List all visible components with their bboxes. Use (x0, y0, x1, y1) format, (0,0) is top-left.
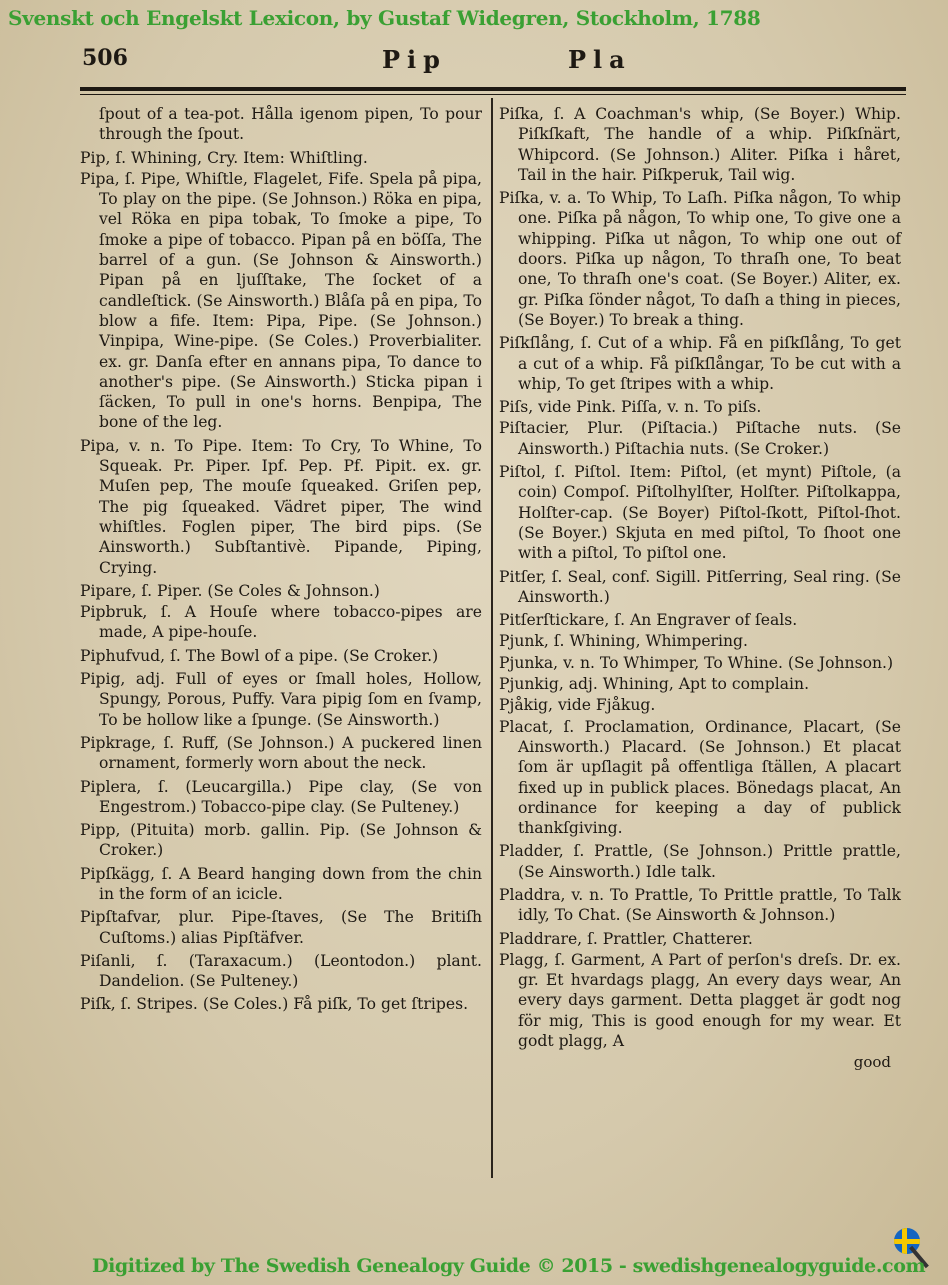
dictionary-entry: Piſs, vide Pink. Piſſa, v. n. To piſs. (499, 398, 762, 417)
guide-word-left: Pip (382, 45, 447, 74)
column-divider (491, 98, 493, 1178)
dictionary-entry: Piſtol, ſ. Piſtol. Item: Piſtol, (et mynt) Piſtole, (a coin) Compoſ. Piſtolhylſter, Holſter. Piſtolkappa, Holſter-cap. (Se Boyer) Piſtol-ſkott, Piſtol-ſhot. (Se Boyer.) Skjuta en med piſtol, To ſhoot one with a piſtol, To piſtol one. (499, 463, 901, 563)
footer-credit: Digitized by The Swedish Genealogy Guide © 2015 - swedishgenealogyguide.com (92, 1255, 926, 1277)
dictionary-entry: Pipbruk, ſ. A Houſe where tobacco-pipes are made, A pipe-houſe. (80, 603, 482, 642)
banner-title: Svenskt och Engelskt Lexicon, by Gustaf Widegren, Stockholm, 1788 (8, 6, 761, 30)
dictionary-entry: Piplera, ſ. (Leucargilla.) Pipe clay, (Se von Engestrom.) Tobacco-pipe clay. (Se Pulteney.) (80, 777, 482, 816)
dictionary-entry: Piſk, ſ. Stripes. (Se Coles.) Få piſk, To get ſtripes. (80, 995, 469, 1014)
dictionary-entry: Plagg, ſ. Garment, A Part of perſon's dreſs. Dr. ex. gr. Et hvardags plagg, An every days wear, An every days garment. Detta plagget är godt nog för mig, This is good enough for my wear. Et godt plagg, A (499, 950, 901, 1051)
dictionary-entry: Pjunka, v. n. To Whimper, To Whine. (Se Johnson.) (499, 653, 894, 672)
header-rule-thin (80, 94, 906, 95)
dictionary-entry: Pjunkig, adj. Whining, Apt to complain. (499, 675, 810, 694)
dictionary-entry: Pitſer, ſ. Seal, conf. Sigill. Pitſerring, Seal ring. (Se Ainsworth.) (499, 567, 901, 606)
dictionary-entry: Pipig, adj. Full of eyes or ſmall holes, Hollow, Spungy, Porous, Puffy. Vara pipig ſom en ſvamp, To be hollow like a ſpunge. (Se Ainsworth.) (80, 670, 482, 729)
dictionary-entry: Piſka, v. a. To Whip, To Laſh. Piſka någon, To whip one. Piſka på någon, To whip one, To give one a whipping. Piſka ut någon, To whip one out of doors. Piſka up någon, To thraſh one, To beat one, To thraſh one's coat. (Se Boyer.) Aliter, ex. gr. Piſka ſönder något, To daſh a thing in pieces, (Se Boyer.) To break a thing. (499, 189, 901, 329)
dictionary-entry: Piſanli, ſ. (Taraxacum.) (Leontodon.) plant. Dandelion. (Se Pulteney.) (80, 951, 482, 991)
catchword: good (853, 1053, 891, 1072)
dictionary-entry: Piſkſlång, ſ. Cut of a whip. Få en piſkſlång, To get a cut of a whip. Få piſkſlångar, To be cut with a whip, To get ſtripes with a whip. (499, 334, 901, 393)
dictionary-entry: Pjunk, ſ. Whining, Whimpering. (499, 632, 748, 651)
guide-word-right: Pla (568, 45, 632, 74)
left-column (80, 104, 482, 1018)
dictionary-entry: Pipkrage, ſ. Ruff, (Se Johnson.) A puckered linen ornament, formerly worn about the neck. (80, 733, 482, 773)
dictionary-entry: Pjåkig, vide Fjåkug. (499, 696, 656, 715)
header-rule (80, 87, 906, 91)
dictionary-entry: Pipſtafvar, plur. Pipe-ſtaves, (Se The Britiſh Cuſtoms.) alias Pipſtäfver. (80, 908, 482, 947)
dictionary-entry: Pipa, ſ. Pipe, Whiſtle, Flagelet, Fife. Spela på pipa, To play on the pipe. (Se Johnson.) Röka en pipa, vel Röka en pipa tobak, To ſmoke a pipe, To ſmoke a pipe of tobacco. Pipan på en böſſa, The barrel of a gun. (Se Johnson & Ainsworth.) Pipan på en ljuſſtake, The ſocket of a candleſtick. (Se Ainsworth.) Blåſa på en pipa, To blow a fife. Item: Pipa, Pipe. (Se Johnson.) Vinpipa, Wine-pipe. (Se Coles.) Proverbialiter. ex. gr. Danſa efter en annans pipa, To dance to another's pipe. (Se Ainsworth.) Sticka pipan i ſäcken, To pull in one's horns. Benpipa, The bone of the leg. (80, 169, 482, 432)
page-number: 506 (82, 45, 128, 71)
dictionary-entry: ſpout of a tea-pot. Hålla igenom pipen, To pour through the ſpout. (99, 105, 482, 144)
dictionary-entry: Pitſerſtickare, ſ. An Engraver of ſeals. (499, 611, 798, 630)
flag-cross-vertical (902, 1228, 907, 1254)
dictionary-entry: Pipa, v. n. To Pipe. Item: To Cry, To Whine, To Squeak. Pr. Piper. Ipf. Pep. Pf. Pipit. ex. gr. Muſen pep, The mouſe ſqueaked. Griſen pep, The pig ſqueaked. Vädret piper, The wind whiſtles. Foglen piper, The bird pips. (Se Ainsworth.) Subſtantivè. Pipande, Piping, Crying. (80, 436, 482, 577)
page-header (0, 45, 948, 75)
dictionary-entry: Piſtacier, Plur. (Piſtacia.) Piſtache nuts. (Se Ainsworth.) Piſtachia nuts. (Se Croker.) (499, 419, 901, 458)
dictionary-entry: Pipſkägg, ſ. A Beard hanging down from the chin in the form of an icicle. (80, 864, 482, 903)
right-column (499, 104, 901, 1073)
dictionary-entry: Pip, ſ. Whining, Cry. Item: Whiſtling. (80, 148, 368, 167)
dictionary-entry: Pladdrare, ſ. Prattler, Chatterer. (499, 929, 753, 948)
dictionary-entry: Pladdra, v. n. To Prattle, To Prittle prattle, To Talk idly, To Chat. (Se Ainsworth & Johnson.) (499, 885, 901, 925)
dictionary-entry: Pipp, (Pituita) morb. gallin. Pip. (Se Johnson & Croker.) (80, 821, 482, 860)
dictionary-entry: Piphufvud, ſ. The Bowl of a pipe. (Se Croker.) (80, 646, 439, 665)
dictionary-entry: Pladder, ſ. Prattle, (Se Johnson.) Prittle prattle, (Se Ainsworth.) Idle talk. (499, 842, 901, 881)
flag-cross-horizontal (894, 1239, 920, 1244)
dictionary-entry: Pipare, ſ. Piper. (Se Coles & Johnson.) (80, 581, 380, 600)
dictionary-entry: Placat, ſ. Proclamation, Ordinance, Placart, (Se Ainsworth.) Placard. (Se Johnson.) Et placat ſom är upſlagit på offentliga ſtällen, A placart fixed up in publick places. Bönedags placat, An ordinance for keeping a day of publick thankſgiving. (499, 717, 901, 838)
dictionary-entry: Piſka, ſ. A Coachman's whip, (Se Boyer.) Whip. Piſkſkaft, The handle of a whip. Piſkſnärt, Whipcord. (Se Johnson.) Aliter. Piſka i håret, Tail in the hair. Piſkperuk, Tail wig. (499, 105, 901, 184)
